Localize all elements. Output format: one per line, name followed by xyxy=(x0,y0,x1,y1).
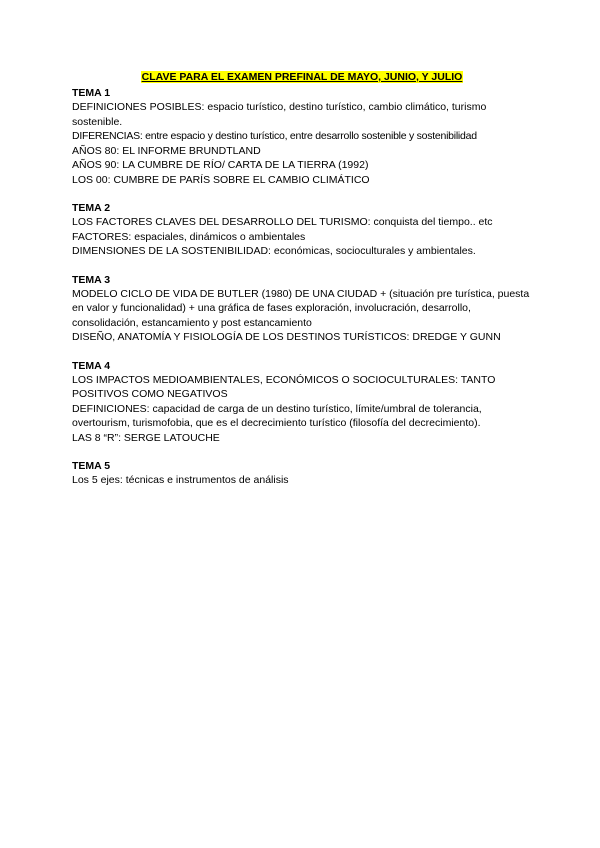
section-line: AÑOS 80: EL INFORME BRUNDTLAND xyxy=(72,144,261,157)
document-title xyxy=(72,70,532,84)
section-line: DIFERENCIAS: entre espacio y destino turístico, entre desarrollo sostenible y sostenibilidad xyxy=(72,130,477,142)
section-tema-2 xyxy=(72,201,532,259)
document-page xyxy=(72,70,532,502)
section-heading: TEMA 2 xyxy=(72,202,111,214)
section-line: DISEÑO, ANATOMÍA Y FISIOLOGÍA DE LOS DESTINOS TURÍSTICOS: DREDGE Y GUNN xyxy=(72,331,501,343)
section-line: LAS 8 “R”: SERGE LATOUCHE xyxy=(72,431,220,444)
section-line: FACTORES: espaciales, dinámicos o ambientales xyxy=(72,230,306,243)
section-line: AÑOS 90: LA CUMBRE DE RÍO/ CARTA DE LA TIERRA (1992) xyxy=(72,159,369,171)
section-tema-3 xyxy=(72,273,532,345)
section-line: Los 5 ejes: técnicas e instrumentos de análisis xyxy=(72,474,289,486)
section-line: DEFINICIONES POSIBLES: espacio turístico, destino turístico, cambio climático, turismo sostenible. xyxy=(72,101,487,128)
section-line: LOS 00: CUMBRE DE PARÍS SOBRE EL CAMBIO CLIMÁTICO xyxy=(72,173,370,186)
section-tema-1 xyxy=(72,86,532,187)
document-title-text: CLAVE PARA EL EXAMEN PREFINAL DE MAYO, JUNIO, Y JULIO xyxy=(141,71,463,83)
section-tema-5 xyxy=(72,459,532,488)
section-line: MODELO CICLO DE VIDA DE BUTLER (1980) DE UNA CIUDAD + (situación pre turística, puesta en valor y funcionalidad) + una gráfica de fases exploración, involucración, desarrollo, consolidación, estancamiento y post estancamiento xyxy=(72,287,530,329)
section-line: DIMENSIONES DE LA SOSTENIBILIDAD: económicas, socioculturales y ambientales. xyxy=(72,245,476,257)
section-tema-4 xyxy=(72,359,532,446)
section-line: DEFINICIONES: capacidad de carga de un destino turístico, límite/umbral de tolerancia, overtourism, turismofobia, que es el decrecimiento turístico (filosofía del decrecimiento). xyxy=(72,402,482,429)
section-line: LOS FACTORES CLAVES DEL DESARROLLO DEL TURISMO: conquista del tiempo.. etc xyxy=(72,216,493,228)
section-line: LOS IMPACTOS MEDIOAMBIENTALES, ECONÓMICOS O SOCIOCULTURALES: TANTO POSITIVOS COMO NEGATIVOS xyxy=(72,373,496,400)
section-heading: TEMA 5 xyxy=(72,460,111,472)
section-heading: TEMA 4 xyxy=(72,359,111,372)
section-heading: TEMA 1 xyxy=(72,87,111,99)
section-heading: TEMA 3 xyxy=(72,273,111,286)
